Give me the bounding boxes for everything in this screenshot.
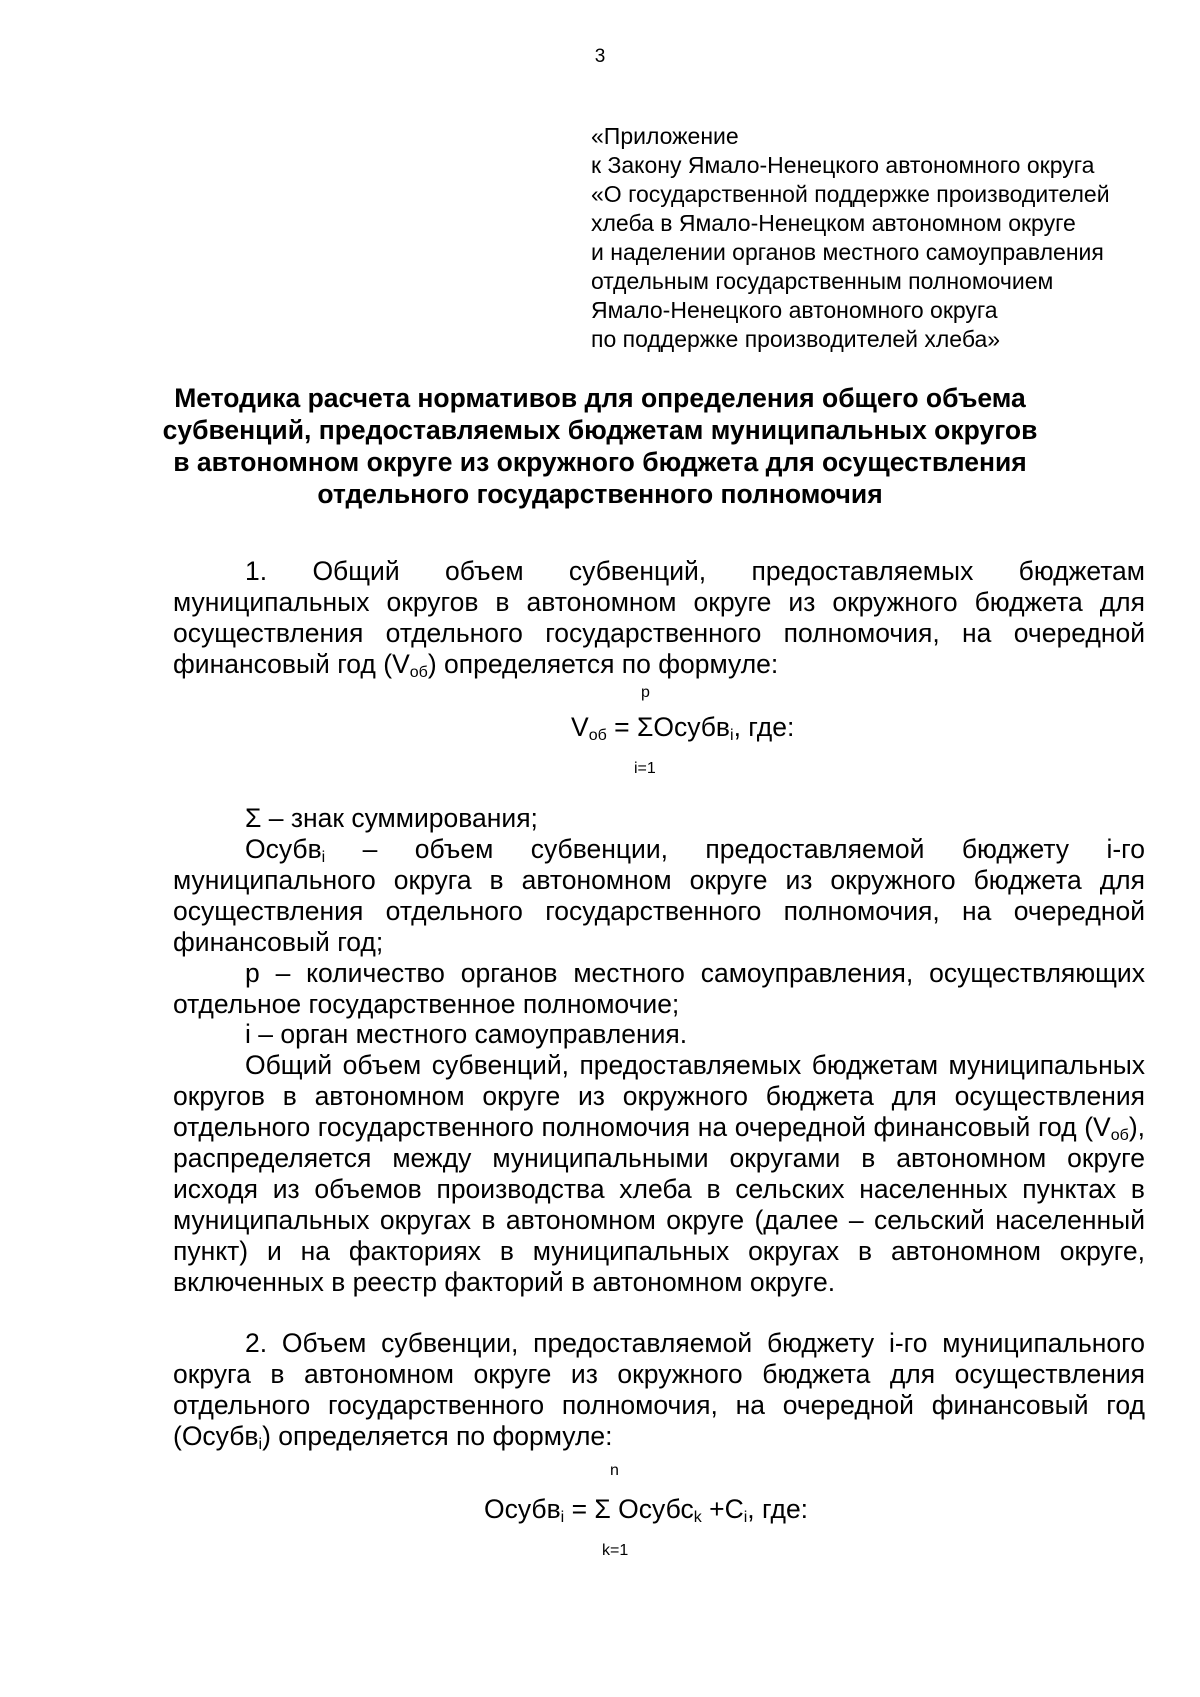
formula-2-lhs-subscript: i <box>560 1509 565 1526</box>
appendix-line: отдельным государственным полномочием <box>591 268 1054 294</box>
paragraph-2-subscript: i <box>258 1436 263 1453</box>
appendix-line: «О государственной поддержке производителей <box>591 181 1110 207</box>
formula-1-upper-limit: p <box>641 684 650 701</box>
title-line: отдельного государственного полномочия <box>317 479 883 509</box>
formula-2-c-subscript: i <box>743 1509 748 1526</box>
appendix-line: Ямало-Ненецкого автономного округа <box>591 297 998 323</box>
formula-2-lhs: Осубв <box>484 1494 561 1524</box>
paragraph-distribution <box>173 1050 1145 1298</box>
paragraph-1 <box>173 556 1145 680</box>
paragraph-distribution-text: Общий объем субвенций, предоставляемых бюджетам муниципальных округов в автономном округе из окружного бюджета для осуществления отдельного государственного полномочия на очередной финансовый год (V <box>173 1050 1145 1142</box>
formula-2-sum: = Σ Осубс <box>564 1494 694 1524</box>
document-title <box>150 382 1050 510</box>
title-line: Методика расчета нормативов для определения общего объема <box>174 383 1026 413</box>
appendix-line: хлеба в Ямало-Ненецком автономном округе <box>591 210 1076 236</box>
paragraph-1-text-end: ) определяется по формуле: <box>427 649 779 679</box>
formula-1-lhs-subscript: об <box>588 727 607 744</box>
formula-2-upper-limit: n <box>610 1462 619 1479</box>
definition-osubv-text: – объем субвенции, предоставляемой бюджету i-го муниципального округа в автономном округе из окружного бюджета для осуществления отдельного государственного полномочия, на очередной финансовый год; <box>173 834 1145 957</box>
formula-1-index-subscript: i <box>730 727 734 744</box>
paragraph-2 <box>173 1328 1145 1452</box>
formula-2-k-subscript: k <box>693 1509 702 1526</box>
formula-1-lhs: V <box>571 712 589 742</box>
formula-1-sum: = ΣОсубв <box>606 712 730 742</box>
formula-2-lower-limit: k=1 <box>602 1542 629 1559</box>
title-line: в автономном округе из окружного бюджета для осуществления <box>173 447 1027 477</box>
title-line: субвенций, предоставляемых бюджетам муниципальных округов <box>162 415 1038 445</box>
paragraph-distribution-subscript: об <box>1110 1127 1129 1144</box>
appendix-line: по поддержке производителей хлеба» <box>591 326 1001 352</box>
paragraph-1-text: 1. Общий объем субвенций, предоставляемых бюджетам муниципальных округов в автономном округе из окружного бюджета для осуществления отдельного государственного полномочия, на очередной финансовый год (V <box>173 556 1145 679</box>
definition-osubv <box>173 834 1145 958</box>
formula-1-lower-limit: i=1 <box>634 760 656 777</box>
formula-1 <box>571 712 794 743</box>
formula-2 <box>484 1494 808 1525</box>
paragraph-2-text-end: ) определяется по формуле: <box>262 1421 613 1451</box>
definition-p: p – количество органов местного самоуправления, осуществляющих отдельное государственное полномочие; <box>173 958 1145 1019</box>
paragraph-1-subscript: об <box>409 664 428 681</box>
appendix-header <box>591 122 1171 354</box>
paragraph-distribution-text-end: ), распределяется между муниципальными округами в автономном округе исходя из объемов производства хлеба в сельских населенных пунктах в муниципальных округах в автономном округе (далее – сельский населенный пункт) и на факториях в муниципальных округах в автономном округе, включенных в реестр факторий в автономном округе. <box>173 1112 1145 1297</box>
definition-sigma: Σ – знак суммирования; <box>245 803 538 833</box>
formula-2-plus: +C <box>701 1494 744 1524</box>
definition-i: i – орган местного самоуправления. <box>245 1019 688 1049</box>
definition-osubv-term: Осубв <box>245 834 322 864</box>
formula-2-tail: , где: <box>747 1494 809 1524</box>
appendix-line: «Приложение <box>591 123 739 149</box>
appendix-line: к Закону Ямало-Ненецкого автономного округа <box>591 152 1095 178</box>
definition-osubv-subscript: i <box>321 849 326 866</box>
appendix-line: и наделении органов местного самоуправления <box>591 239 1104 265</box>
paragraph-2-text: 2. Объем субвенции, предоставляемой бюджету i-го муниципального округа в автономном округе из окружного бюджета для осуществления отдельного государственного полномочия, на очередной финансовый год (Осубв <box>173 1328 1145 1451</box>
formula-1-tail: , где: <box>733 712 795 742</box>
page-number: 3 <box>594 46 606 67</box>
